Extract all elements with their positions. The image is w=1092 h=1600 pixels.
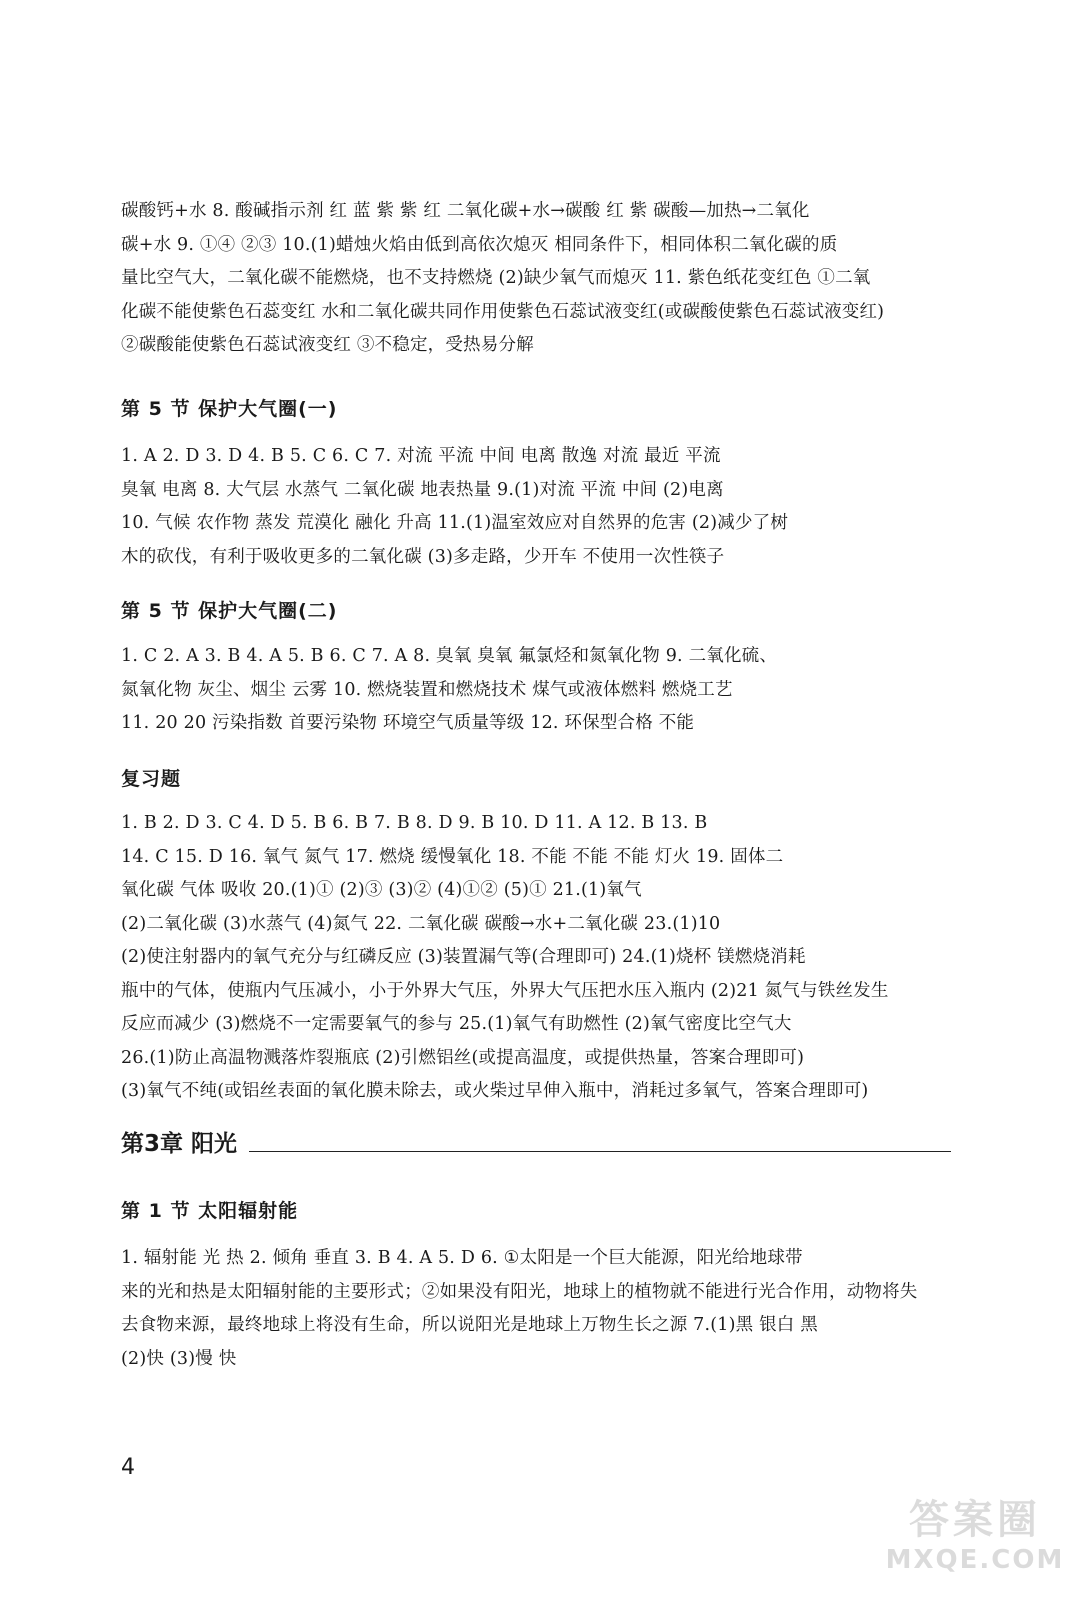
answer-line: 1. A 2. D 3. D 4. B 5. C 6. C 7. 对流 平流 中间 电离 散逸 对流 最近 平流 bbox=[121, 446, 721, 466]
answer-line: 量比空气大，二氧化碳不能燃烧，也不支持燃烧 (2)缺少氧气而熄灭 11. 紫色纸花变红色 ①二氧 bbox=[121, 268, 871, 288]
chapter-title-text: 第3章 阳光 bbox=[121, 1131, 238, 1157]
answer-line: 臭氧 电离 8. 大气层 水蒸气 二氧化碳 地表热量 9.(1)对流 平流 中间 (2)电离 bbox=[121, 479, 724, 500]
answer-line: 碳酸钙+水 8. 酸碱指示剂 红 蓝 紫 紫 红 二氧化碳+水→碳酸 红 紫 碳酸—加热→二氧化 bbox=[121, 201, 810, 221]
answer-line: 14. C 15. D 16. 氧气 氮气 17. 燃烧 缓慢氧化 18. 不能 不能 不能 灯火 19. 固体二 bbox=[121, 846, 784, 867]
watermark-top-text: 答案圈 bbox=[909, 1497, 1041, 1543]
chapter-rule bbox=[249, 1151, 951, 1152]
answer-line: 去食物来源，最终地球上将没有生命，所以说阳光是地球上万物生长之源 7.(1)黑 银白 黑 bbox=[121, 1315, 818, 1335]
answer-line: 11. 20 20 污染指数 首要污染物 环境空气质量等级 12. 环保型合格 不能 bbox=[121, 713, 695, 733]
answer-line: (2)快 (3)慢 快 bbox=[121, 1348, 237, 1369]
answers-section-5-2 bbox=[121, 640, 951, 741]
section-heading-5-1: 第 5 节 保护大气圈(一) bbox=[121, 398, 338, 420]
answer-line: 10. 气候 农作物 蒸发 荒漠化 融化 升高 11.(1)温室效应对自然界的危害 (2)减少了树 bbox=[121, 513, 789, 533]
review-heading: 复习题 bbox=[121, 768, 182, 790]
answers-review bbox=[121, 807, 951, 1109]
answer-line: 反应而减少 (3)燃烧不一定需要氧气的参与 25.(1)氧气有助燃性 (2)氧气密度比空气大 bbox=[121, 1014, 792, 1034]
answer-line: 1. C 2. A 3. B 4. A 5. B 6. C 7. A 8. 臭氧 臭氧 氟氯烃和氮氧化物 9. 二氧化硫、 bbox=[121, 646, 778, 666]
answer-line: ②碳酸能使紫色石蕊试液变红 ③不稳定，受热易分解 bbox=[121, 335, 534, 355]
watermark-logo bbox=[880, 1488, 1070, 1588]
answer-line: 1. 辐射能 光 热 2. 倾角 垂直 3. B 4. A 5. D 6. ①太阳是一个巨大能源，阳光给地球带 bbox=[121, 1248, 803, 1268]
watermark-bottom-text: MXQE.COM bbox=[885, 1545, 1065, 1575]
answers-section-3-1 bbox=[121, 1242, 951, 1376]
answer-line: 瓶中的气体，使瓶内气压减小，小于外界大气压，外界大气压把水压入瓶内 (2)21 氮气与铁丝发生 bbox=[121, 980, 889, 1001]
page-number: 4 bbox=[121, 1455, 135, 1480]
section-heading-3-1: 第 1 节 太阳辐射能 bbox=[121, 1200, 299, 1222]
answer-line: 氮氧化物 灰尘、烟尘 云雾 10. 燃烧装置和燃烧技术 煤气或液体燃料 燃烧工艺 bbox=[121, 679, 733, 700]
answer-line: 化碳不能使紫色石蕊变红 水和二氧化碳共同作用使紫色石蕊试液变红(或碳酸使紫色石蕊试液变红) bbox=[121, 301, 885, 322]
answer-line: (2)二氧化碳 (3)水蒸气 (4)氮气 22. 二氧化碳 碳酸→水+二氧化碳 23.(1)10 bbox=[121, 913, 721, 934]
answer-line: 1. B 2. D 3. C 4. D 5. B 6. B 7. B 8. D 9. B 10. D 11. A 12. B 13. B bbox=[121, 813, 708, 833]
answer-line: 来的光和热是太阳辐射能的主要形式；②如果没有阳光，地球上的植物就不能进行光合作用，动物将失 bbox=[121, 1281, 918, 1302]
answer-line: 木的砍伐，有利于吸收更多的二氧化碳 (3)多走路，少开车 不使用一次性筷子 bbox=[121, 546, 725, 567]
answer-line: (2)使注射器内的氧气充分与红磷反应 (3)装置漏气等(合理即可) 24.(1)烧杯 镁燃烧消耗 bbox=[121, 947, 806, 967]
answers-section-5-1 bbox=[121, 440, 951, 574]
answer-line: 碳+水 9. ①④ ②③ 10.(1)蜡烛火焰由低到高依次熄灭 相同条件下，相同体积二氧化碳的质 bbox=[121, 234, 838, 255]
answer-line: 26.(1)防止高温物溅落炸裂瓶底 (2)引燃铝丝(或提高温度，或提供热量，答案合理即可) bbox=[121, 1047, 805, 1068]
answers-carbon-dioxide bbox=[121, 195, 951, 363]
answer-line: (3)氧气不纯(或铝丝表面的氧化膜未除去，或火柴过早伸入瓶中，消耗过多氧气，答案合理即可) bbox=[121, 1081, 869, 1101]
answer-line: 氧化碳 气体 吸收 20.(1)① (2)③ (3)② (4)①② (5)① 21.(1)氧气 bbox=[121, 880, 642, 900]
chapter-title bbox=[121, 1124, 951, 1158]
section-heading-5-2: 第 5 节 保护大气圈(二) bbox=[121, 600, 338, 622]
